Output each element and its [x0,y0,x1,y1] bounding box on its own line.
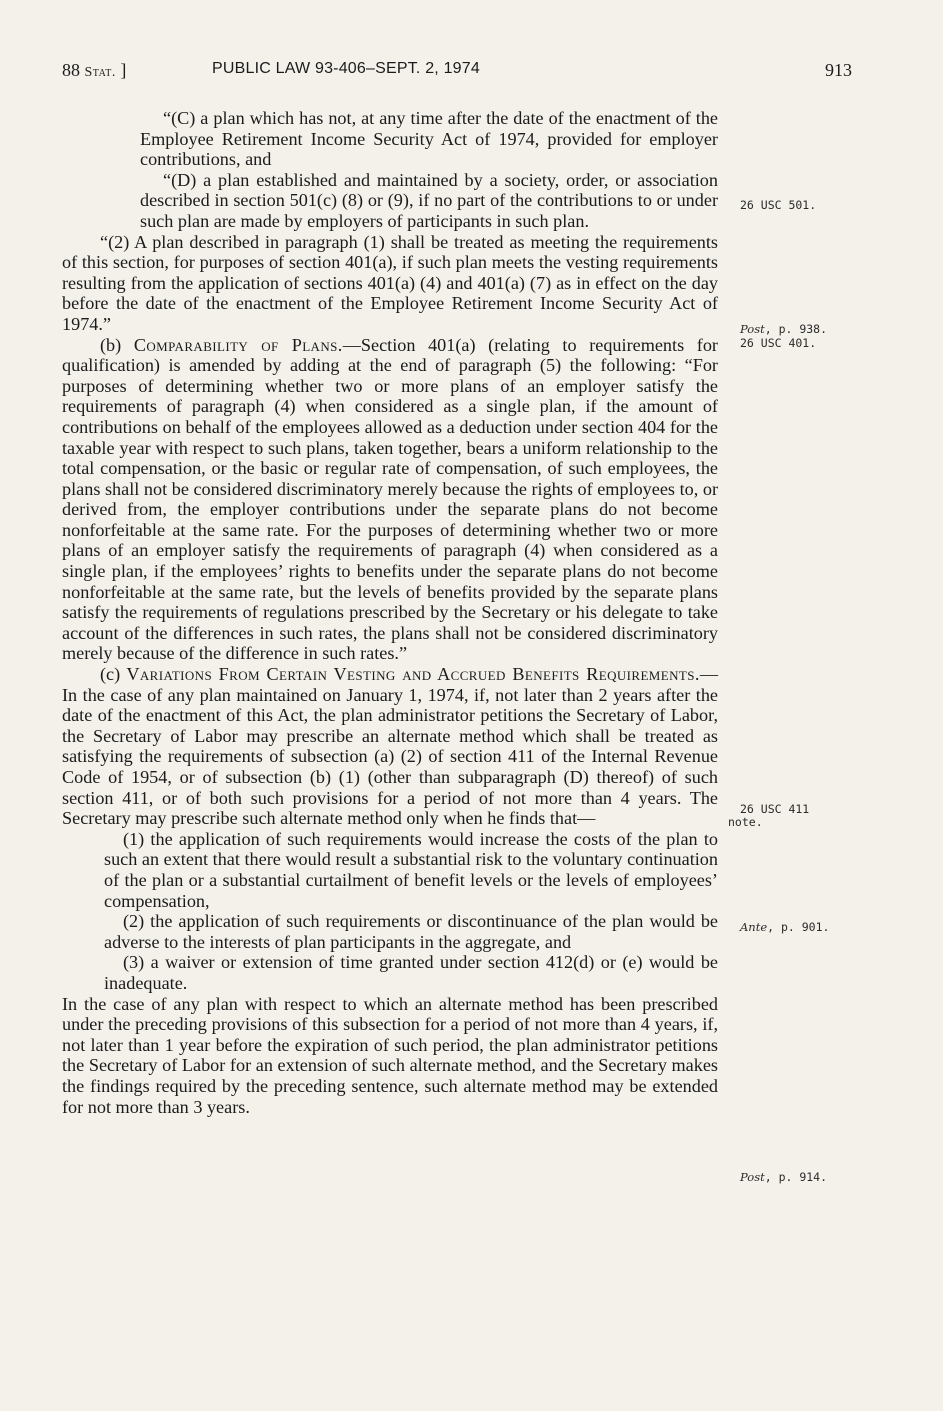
margin-note-post-938-ref: Post [740,322,765,336]
subsection-c-text: —In the case of any plan maintained on January 1, 1974, if, not later than 2 years after the date of the enactment of this Act, the plan administrator petitions the Secretary of Labor, the Secretary of Labor may prescribe an alternate method which shall be treated as satisfying the requirements of subsection (a) (2) of section 411 of the Internal Revenue Code of 1954, or of subsection (b) (1) (other than subparagraph (D) thereof) of such section 411, or of both such provisions for a period of not more than 4 years. The Secretary may prescribe such alternate method only when he finds that— [62,664,719,829]
margin-note-post-914 [740,1170,850,1184]
closing-paragraph: In the case of any plan with respect to which an alternate method has been prescribed under the preceding provisions of this subsection for a period of not more than 4 years, if, not later than 1 year before the expiration of such period, the plan administrator petitions the Secretary of Labor for an extension of such alternate method, and the Secretary makes the findings required by the preceding sentence, such alternate method may be extended for not more than 3 years. [62,993,718,1117]
paragraph-c: “(C) a plan which has not, at any time after the date of the enactment of the Employee Retirement Income Security Act of 1974, provided for employer contributions, and [140,108,718,170]
body-text [62,108,718,1117]
margin-note-ante-901-page: , p. 901. [767,920,830,934]
finding-2: (2) the application of such requirements or discontinuance of the plan would be adverse to the interests of plan participants in the aggregate, and [104,911,718,952]
law-title: PUBLIC LAW 93-406–SEPT. 2, 1974 [212,60,480,77]
margin-note-501: 26 USC 501. [740,198,817,212]
subsection-b-prefix: (b) [100,334,134,355]
subsection-b-heading: Comparability of Plans. [133,334,343,355]
margin-note-post-914-page: , p. 914. [764,1170,828,1184]
page-header [62,60,852,88]
finding-1: (1) the application of such requirements would increase the costs of the plan to such an extent that there would result a substantial risk to the voluntary continuation of the plan or a substantial curtailment of benefit levels or the levels of employees’ compensation, [104,828,718,911]
volume-reference: 88 Stat. ] [62,60,127,80]
margin-note-ante-901 [740,920,850,934]
subsection-b-text: —Section 401(a) (relating to requirements for qualification) is amended by adding at the end of paragraph (5) the following: “For purposes of determining whether two or more plans of an employer satisfy the requirements of paragraph (4) when considered as a single plan, if the amount of contributions on behalf of the employees allowed as a deduction under section 404 for the taxable year with respect to such plans, taken together, bears a uniform relationship to the total compensation, or the basic or regular rate of compensation, of such employees, the plans shall not be considered discriminatory merely because the rights of employees to, or derived from, the employer contributions under the separate plans do not become nonforfeitable at the same rate. For the purposes of determining whether two or more plans of an employer satisfy the requirements of paragraph (4) when considered as a single plan, if the employees’ rights to benefits under the separate plans do not become nonforfeitable at the same rate, but the levels of benefits provided by the separate plans satisfy the requirements of regulations prescribed by the Secretary or his delegate to take account of the differences in such rates, the plans shall not be considered discriminatory merely because of the difference in such rates.” [62,334,718,664]
margin-note-post-938 [740,322,850,336]
subsection-c-prefix: (c) [100,664,127,685]
margin-note-411: 26 USC 411 [740,802,810,816]
margin-note-post-938-page: , p. 938. [764,322,828,336]
margin-note-post-914-ref: Post [740,1170,765,1184]
paragraph-2: “(2) A plan described in paragraph (1) shall be treated as meeting the requirements of this section, for purposes of section 401(a), if such plan meets the vesting requirements resulting from the application of sections 401(a) (4) and 401(a) (7) as in effect on the day before the date of the enactment of the Employee Retirement Income Security Act of 1974.” [62,231,718,334]
paragraph-d: “(D) a plan established and maintained by a society, order, or association described in section 501(c) (8) or (9), if no part of the contributions to or under such plan are made by employers of participants in such plan. [140,169,718,231]
volume-number: 88 [62,60,80,80]
margin-note-401: 26 USC 401. [740,336,817,350]
finding-3: (3) a waiver or extension of time granted under section 412(d) or (e) would be inadequate. [104,952,718,993]
page-number: 913 [825,60,852,80]
margin-note-ante-901-ref: Ante [740,920,768,934]
volume-label: Stat. [84,65,116,80]
subsection-c-heading: Variations From Certain Vesting and Accrued Benefits Requirements. [126,664,700,685]
subsection-c [62,664,718,829]
subsection-b [62,335,718,665]
margin-note-411-note: note. [728,815,763,829]
